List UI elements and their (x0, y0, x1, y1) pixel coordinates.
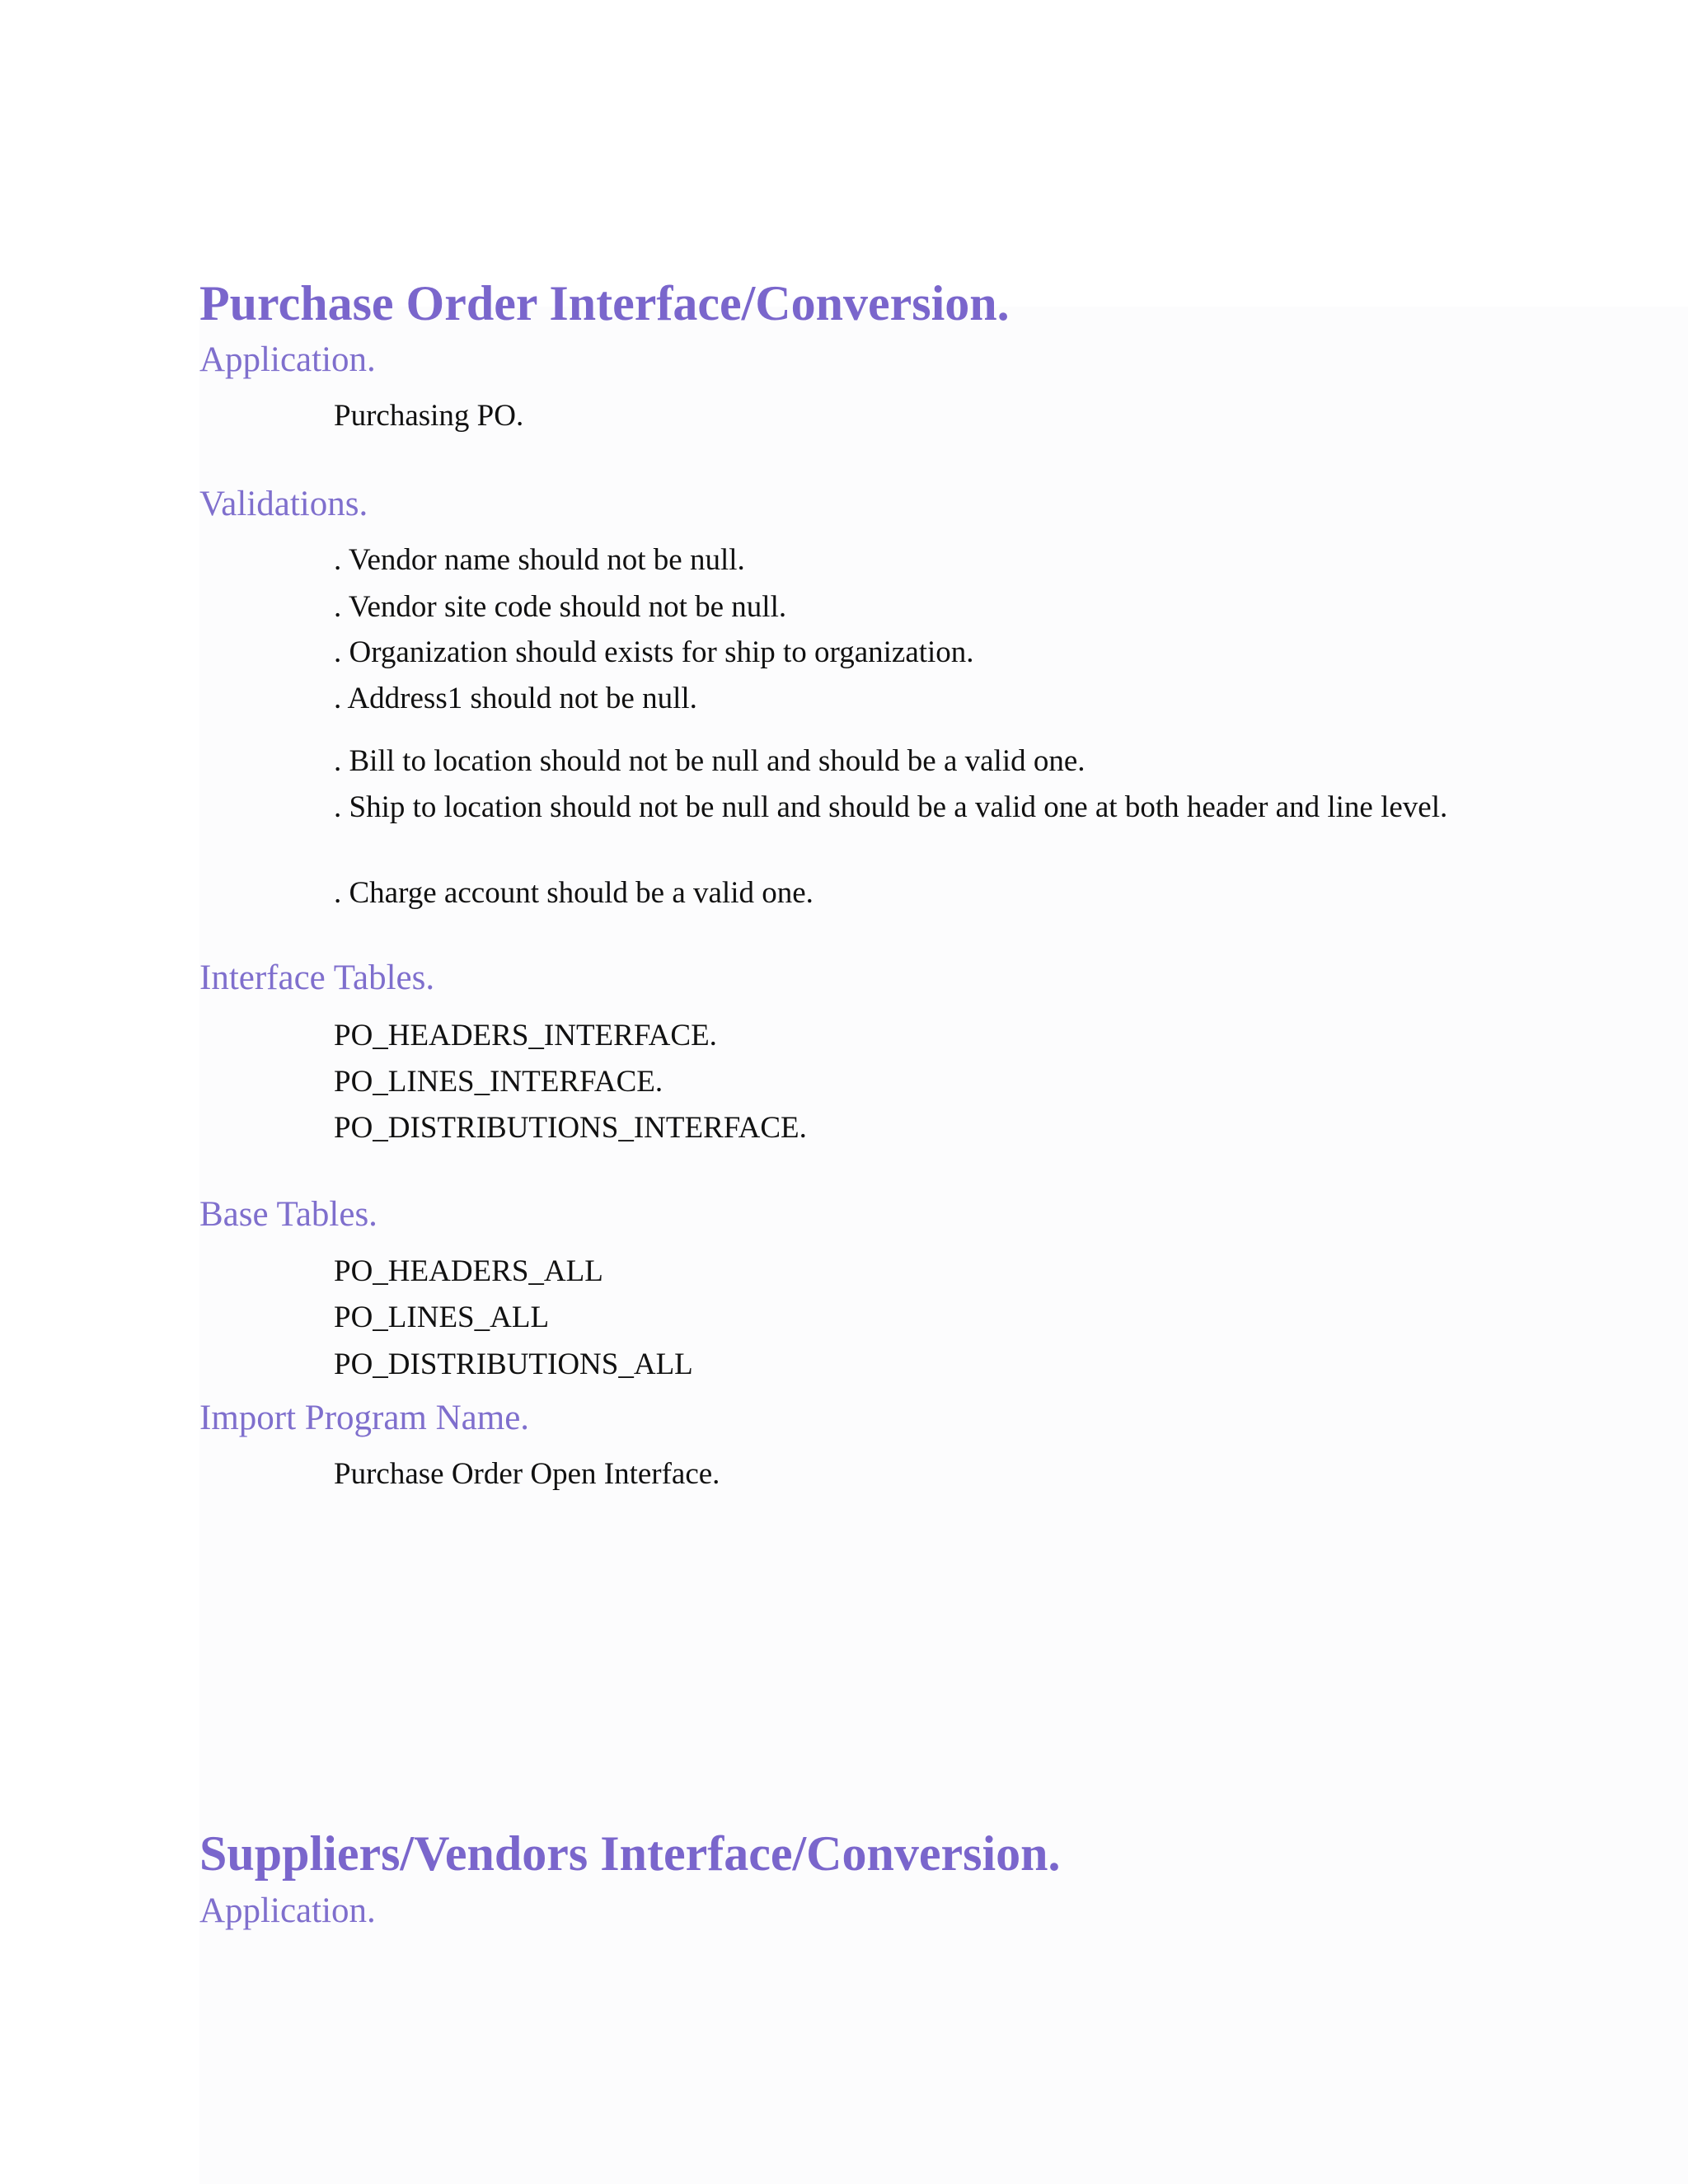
validation-item: . Charge account should be a valid one. (334, 876, 814, 910)
validation-item: . Bill to location should not be null and should be a valid one. (334, 744, 1085, 778)
base-table-item: PO_DISTRIBUTIONS_ALL (334, 1347, 693, 1381)
interface-table-item: PO_HEADERS_INTERFACE. (334, 1019, 717, 1052)
heading-interface-tables: Interface Tables. (199, 958, 435, 997)
section-title-suppliers-vendors: Suppliers/Vendors Interface/Conversion. (199, 1826, 1061, 1881)
validation-item: . Organization should exists for ship to organization. (334, 635, 974, 669)
validation-item: . Vendor name should not be null. (334, 543, 745, 577)
application-value: Purchasing PO. (334, 399, 524, 433)
interface-table-item: PO_LINES_INTERFACE. (334, 1065, 663, 1099)
heading-application: Application. (199, 340, 376, 379)
import-program-value: Purchase Order Open Interface. (334, 1457, 720, 1491)
heading-import-program-name: Import Program Name. (199, 1399, 530, 1437)
interface-table-item: PO_DISTRIBUTIONS_INTERFACE. (334, 1111, 807, 1145)
section-title-purchase-order: Purchase Order Interface/Conversion. (199, 276, 1010, 330)
heading-base-tables: Base Tables. (199, 1195, 377, 1234)
base-table-item: PO_HEADERS_ALL (334, 1254, 603, 1288)
heading-application-suppliers: Application. (199, 1891, 376, 1930)
validation-item: . Ship to location should not be null and should be a valid one at both header and line level. (334, 790, 1448, 824)
validation-item: . Address1 should not be null. (334, 682, 697, 715)
base-table-item: PO_LINES_ALL (334, 1301, 550, 1334)
heading-validations: Validations. (199, 485, 368, 523)
validation-item: . Vendor site code should not be null. (334, 590, 787, 624)
